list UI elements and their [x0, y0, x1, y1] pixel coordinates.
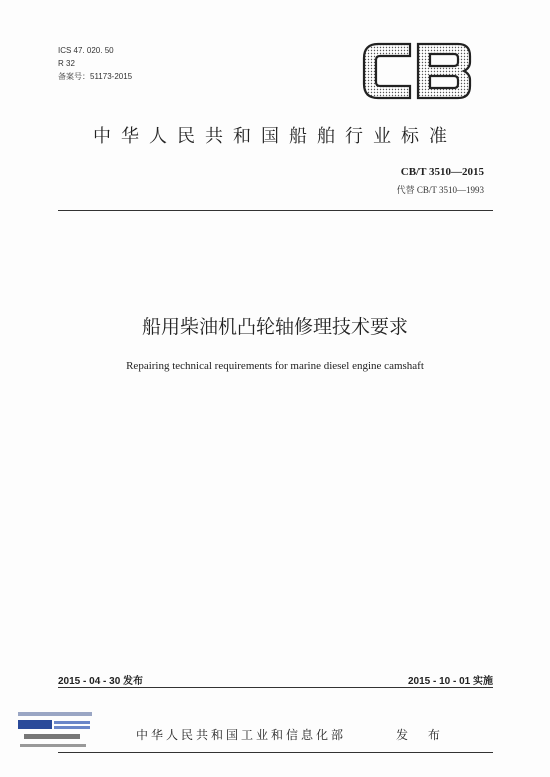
implement-date: 2015 - 10 - 01 实施: [407, 676, 493, 687]
cintec-stamp-icon: [16, 710, 94, 758]
document-title-en: Repairing technical requirements for marine diesel engine camshaft: [126, 360, 424, 372]
dates-divider: [58, 687, 493, 688]
replaces-code: 代替 CB/T 3510—1993: [396, 185, 484, 195]
header-divider: [58, 210, 493, 211]
ics-code: ICS 47. 020. 50: [58, 46, 114, 55]
cb-logo-icon: [358, 40, 476, 102]
issue-label: 发 布: [396, 728, 448, 742]
document-title-cn: 船用柴油机凸轮轴修理技术要求: [141, 316, 408, 338]
category-code: R 32: [58, 59, 75, 68]
publish-date: 2015 - 04 - 30 发布: [58, 676, 144, 687]
header-meta: [58, 44, 132, 83]
filing-number: 备案号：51173-2015: [58, 72, 133, 81]
footer-divider: [58, 752, 493, 753]
issuing-authority: 中华人民共和国工业和信息化部: [136, 728, 347, 742]
standard-code: CB/T 3510—2015: [400, 166, 484, 178]
standard-type-title: 中华人民共和国船舶行业标准: [93, 126, 457, 147]
